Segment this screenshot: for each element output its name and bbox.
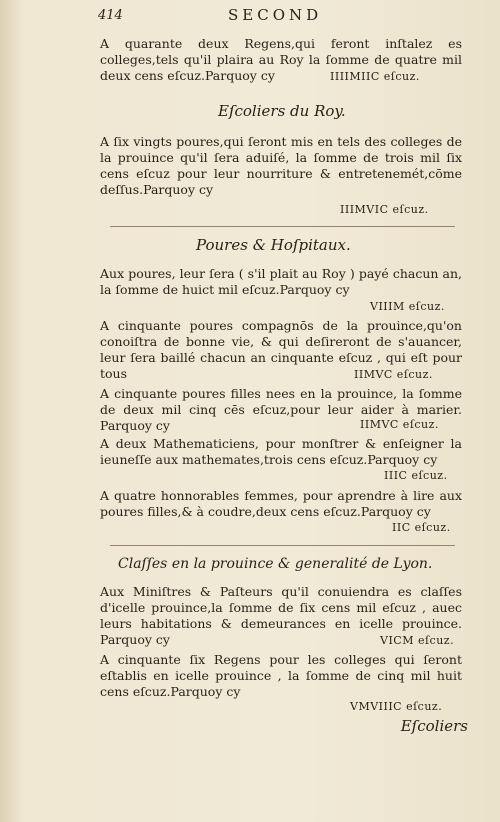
heading-poures-hospitaux: Poures & Hoſpitaux. bbox=[196, 236, 351, 254]
entry-mathematiciens: A deux Mathematiciens, pour monſtrer & enſeigner la ieuneſſe aux mathemates,trois cens eſcuz.Parquoy cy bbox=[100, 436, 462, 467]
section-rule bbox=[110, 545, 455, 546]
amount-six-vingts-poures: IIIMVIC eſcuz. bbox=[340, 203, 429, 216]
entry-ministres-pasteurs: Aux Miniſtres & Paſteurs qu'il conuiendra es claſſes d'icelle prouince,la ſomme de ſix cens mil eſcuz , auec leurs habitations & demeurances en icelle prouince. Parquoy cy bbox=[100, 584, 462, 647]
amount-mathematiciens: IIIC eſcuz. bbox=[384, 469, 448, 482]
amount-ministres-pasteurs: VICM eſcuz. bbox=[380, 634, 455, 647]
amount-cinquante-six-regens: VMVIIIC eſcuz. bbox=[350, 700, 443, 713]
amount-aux-poures: VIIIM eſcuz. bbox=[370, 300, 445, 313]
heading-escoliers-du-roy: Eſcoliers du Roy. bbox=[218, 102, 346, 120]
entry-aux-poures: Aux poures, leur ſera ( s'il plait au Roy ) payé chacun an, la ſomme de huict mil eſcuz.Parquoy cy bbox=[100, 266, 462, 297]
amount-honnorables-femmes: IIC eſcuz. bbox=[392, 521, 451, 534]
running-head bbox=[98, 6, 490, 28]
amount-cinquante-filles: IIMVC eſcuz. bbox=[360, 418, 439, 431]
catchword: Eſcoliers bbox=[400, 717, 468, 735]
entry-honnorables-femmes: A quatre honnorables femmes, pour aprendre à lire aux poures filles,& à coudre,deux cens eſcuz.Parquoy cy bbox=[100, 488, 462, 519]
page-number: 414 bbox=[98, 8, 123, 23]
entry-six-vingts-poures: A ſix vingts poures,qui ſeront mis en tels des colleges de la prouince qu'il ſera aduiſé, la ſomme de trois mil ſix cens eſcuz pour leur nourriture & entretenemét,cōme deſſus.Parquoy cy bbox=[100, 134, 462, 197]
entry-cinquante-six-regens: A cinquante ſix Regens pour les colleges qui ſeront eſtablis en icelle prouince , la ſomme de cinq mil huit cens eſcuz.Parquoy cy bbox=[100, 652, 462, 699]
running-title: SECOND bbox=[228, 6, 323, 24]
entry-cinquante-compagnons: A cinquante poures compagnōs de la prouince,qu'on conoiſtra de bonne vie, & qui deſireront de s'auancer, leur ſera baillé chacun an cinquante eſcuz , qui eſt pour tous bbox=[100, 318, 462, 381]
heading-classes-lyon: Claſſes en la prouince & generalité de Lyon. bbox=[118, 556, 433, 572]
entry-cinquante-filles: A cinquante poures filles nees en la prouince, la ſomme de deux mil cinq cēs eſcuz,pour leur aider à marier. Parquoy cy bbox=[100, 386, 462, 433]
entry-regens: A quarante deux Regens,qui feront inſtalez es colleges,tels qu'il plaira au Roy la ſomme de quatre mil deux cens eſcuz.Parquoy cy bbox=[100, 36, 462, 83]
amount-cinquante-compagnons: IIMVC eſcuz. bbox=[354, 368, 433, 381]
section-rule bbox=[110, 226, 455, 227]
amount-regens: IIIIMIIC eſcuz. bbox=[330, 70, 420, 83]
